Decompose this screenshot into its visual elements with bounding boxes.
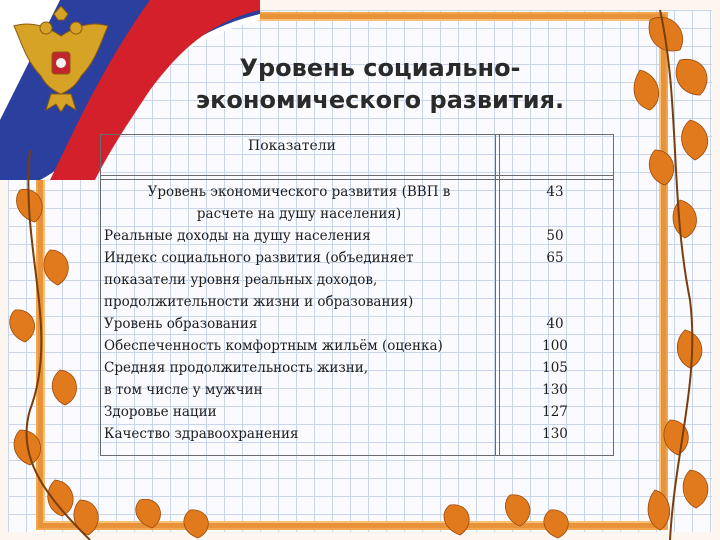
table-row-label: Уровень экономического развития (ВВП в — [147, 184, 451, 200]
table-row-value: 127 — [542, 404, 568, 420]
table-row-value: 40 — [546, 316, 564, 332]
table-row-value: 65 — [546, 250, 564, 266]
table-row-value: 130 — [542, 426, 568, 442]
table-row-label: в том числе у мужчин — [104, 382, 263, 398]
russian-double-headed-eagle-icon — [6, 6, 116, 116]
table-header-indicators: Показатели — [248, 138, 336, 154]
table-row-label: показатели уровня реальных доходов, — [104, 272, 378, 288]
title-line-2: экономического развития. — [195, 86, 565, 114]
table-divider-v1 — [495, 135, 496, 455]
table-row-label: Реальные доходы на душу населения — [104, 228, 371, 244]
table-row-label: Качество здравоохранения — [104, 426, 299, 442]
table-row-label: Индекс социального развития (объединяет — [104, 250, 414, 266]
table-header-divider — [101, 175, 613, 176]
leaves-left-decoration — [0, 150, 110, 540]
table-row-value: 50 — [546, 228, 564, 244]
leaves-bottom-decoration — [120, 470, 580, 540]
table-row-label: Здоровье нации — [104, 404, 217, 420]
table-row-value: 43 — [546, 184, 564, 200]
table-row-label: Обеспеченность комфортным жильём (оценка) — [104, 338, 443, 354]
table-header-divider-2 — [101, 179, 613, 180]
table-row-label: Уровень образования — [104, 316, 258, 332]
slide-title — [140, 52, 620, 116]
table-row-label: расчете на душу населения) — [196, 206, 402, 222]
table-row-label: Средняя продолжительность жизни, — [104, 360, 369, 376]
title-line-1: Уровень социально- — [239, 54, 521, 82]
table-row-value: 105 — [542, 360, 568, 376]
table-row-value: 100 — [542, 338, 568, 354]
table-row-label: продолжительности жизни и образования) — [104, 294, 414, 310]
table-row-value: 130 — [542, 382, 568, 398]
